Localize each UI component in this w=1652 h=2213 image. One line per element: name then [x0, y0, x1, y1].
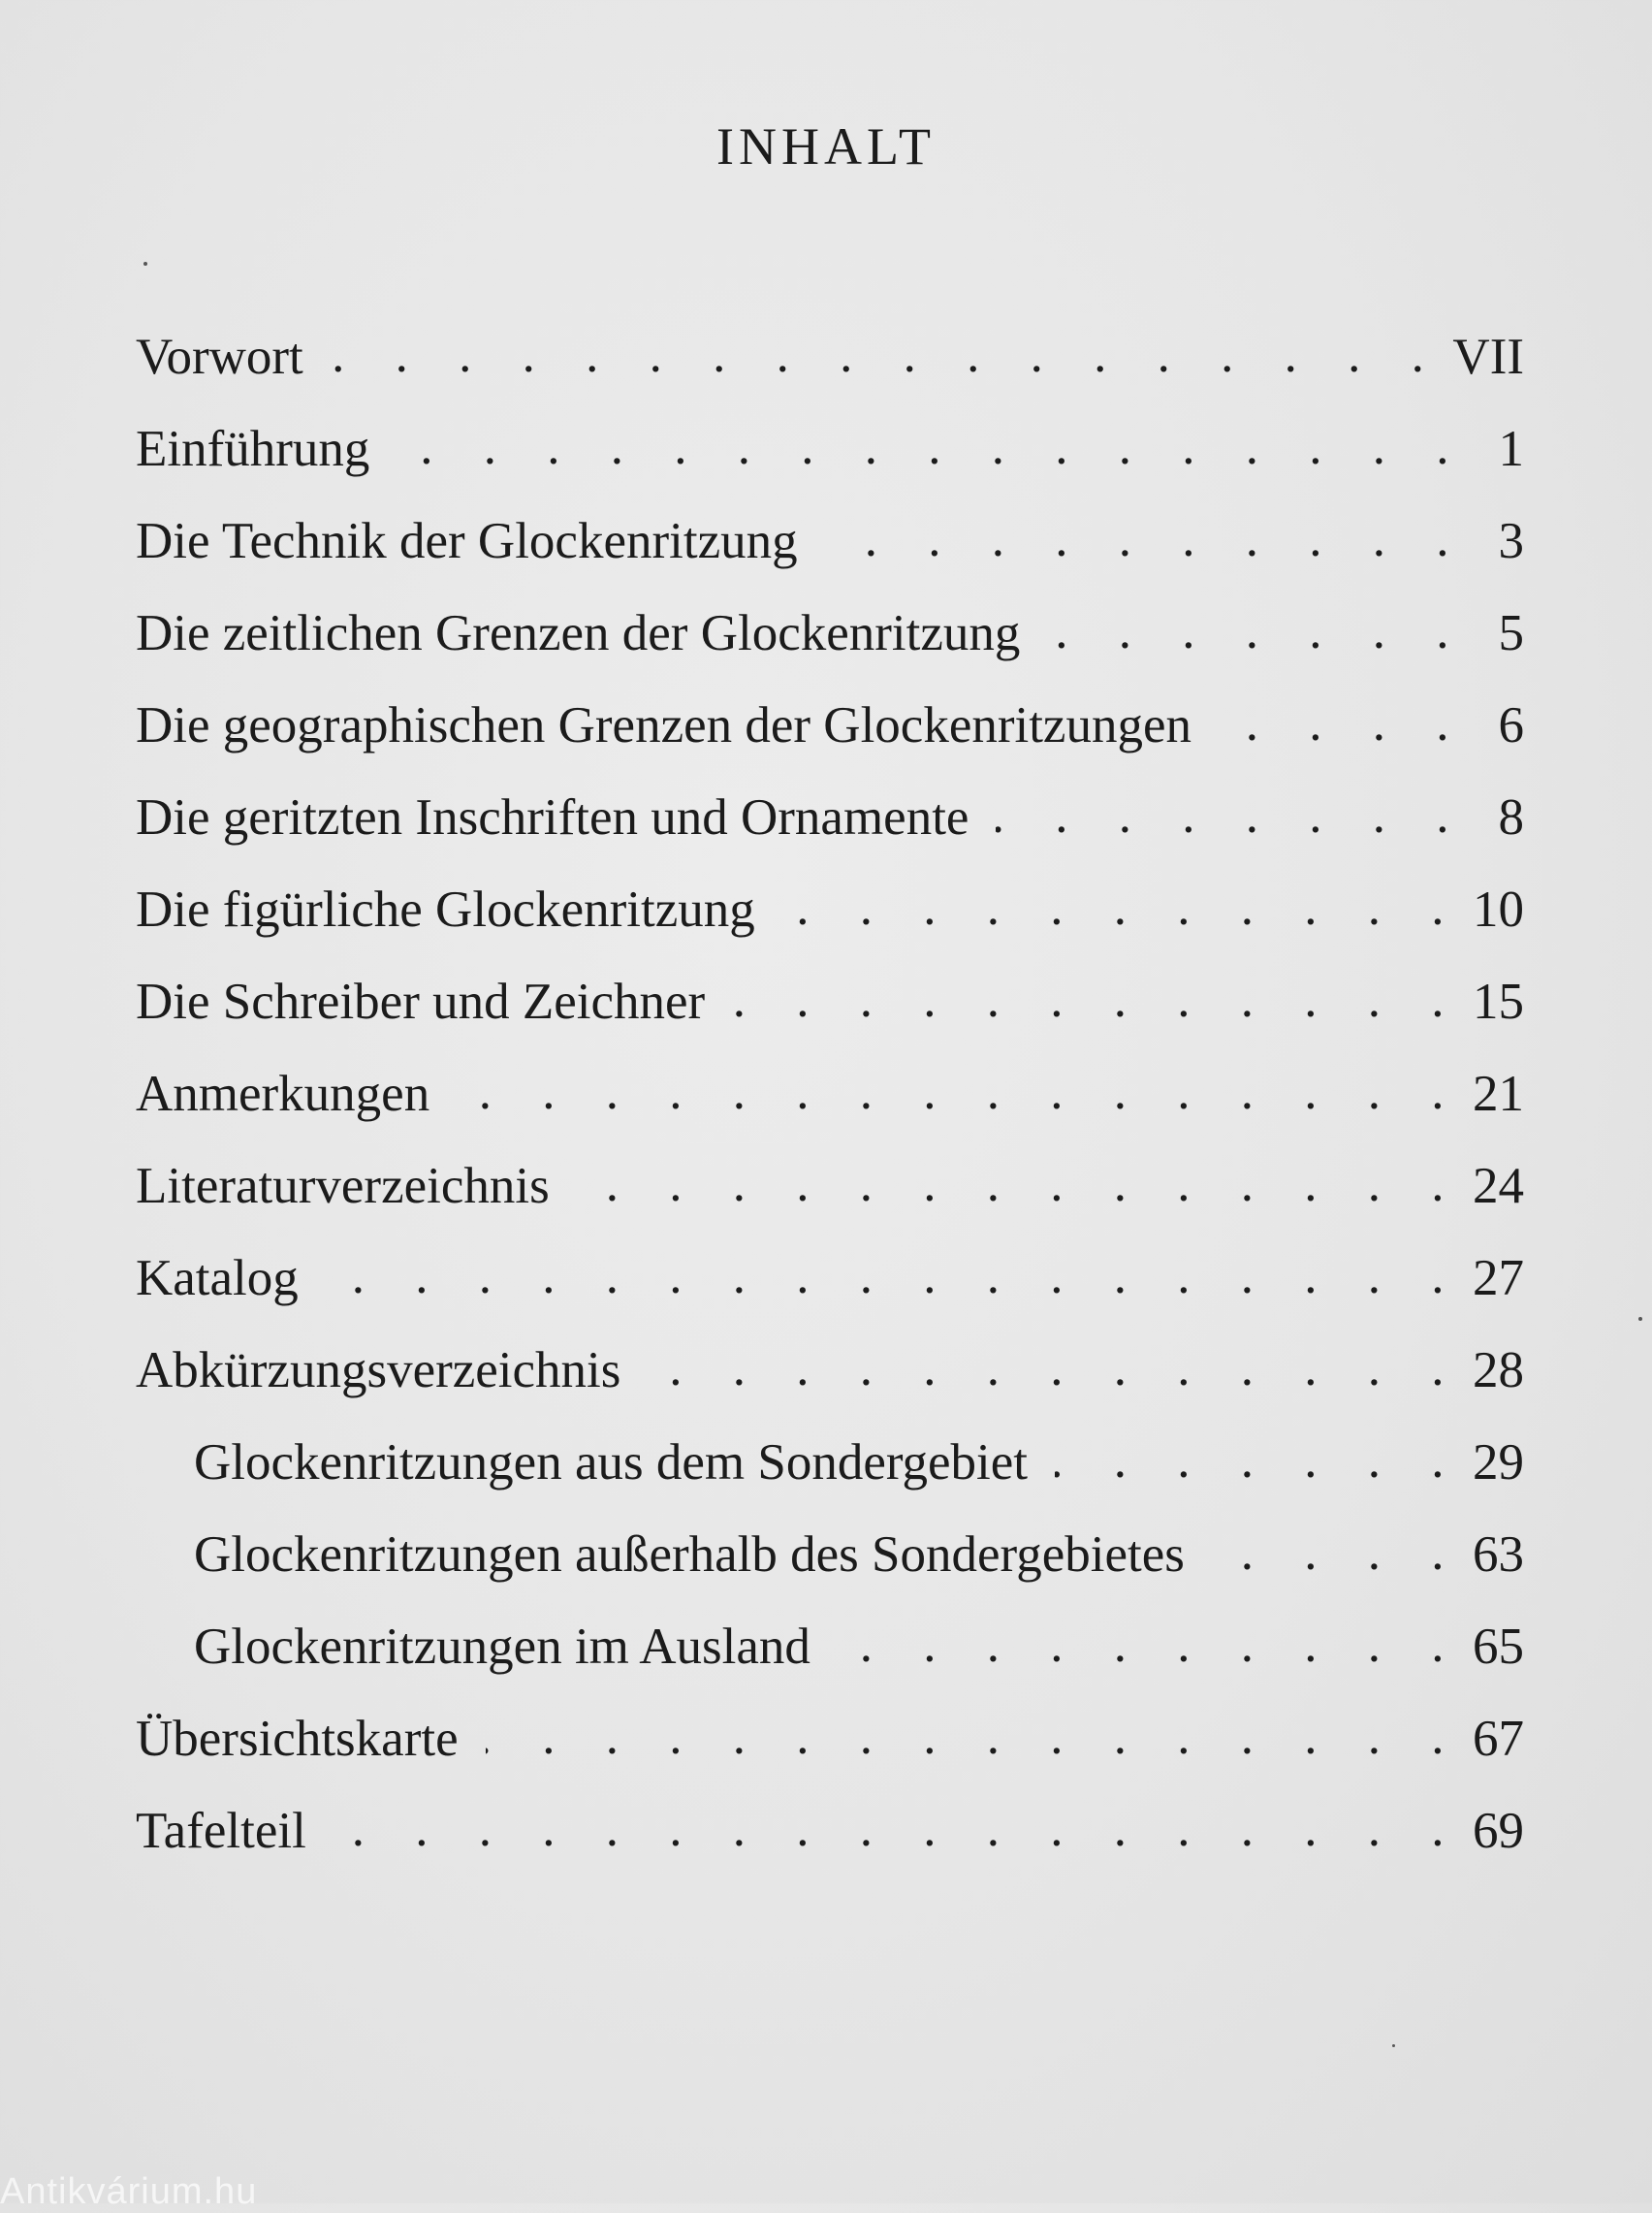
toc-entry — [136, 1139, 1524, 1232]
dot-leader — [1047, 587, 1468, 679]
toc-entry — [136, 495, 1524, 587]
toc-entry-label: Abkürzungsverzeichnis — [136, 1341, 621, 1398]
dot-leader — [1212, 1508, 1463, 1600]
toc-entry-label: Die figürliche Glockenritzung — [136, 881, 755, 938]
toc-entry — [136, 955, 1524, 1047]
dot-leader — [996, 771, 1468, 863]
toc-entry — [194, 1600, 1524, 1692]
dot-leader — [334, 1784, 1463, 1876]
toc-entry-page-number: 5 — [1498, 604, 1524, 661]
toc-entry-label: Tafelteil — [136, 1802, 306, 1859]
dot-leader — [486, 1692, 1463, 1784]
toc-entry-label: Die geographischen Grenzen der Glockenritzungen — [136, 696, 1191, 754]
dot-leader — [326, 1232, 1463, 1324]
toc-entry-page-number: 15 — [1473, 973, 1524, 1030]
toc-entry-label: Glockenritzungen außerhalb des Sondergebietes — [194, 1525, 1185, 1583]
toc-entry-page-number: 69 — [1473, 1802, 1524, 1859]
toc-entry-label: Glockenritzungen aus dem Sondergebiet — [194, 1433, 1029, 1491]
toc-entry-page-number: 8 — [1498, 788, 1524, 846]
toc-entry-label: Die Technik der Glockenritzung — [136, 512, 798, 569]
toc-entry-page-number: 29 — [1473, 1433, 1524, 1491]
toc-entry-label: Die geritzten Inschriften und Ornamente — [136, 788, 969, 846]
toc-entry-label: Vorwort — [136, 328, 303, 385]
toc-entry — [136, 1232, 1524, 1324]
toc-entry — [136, 771, 1524, 863]
toc-entry — [136, 1047, 1524, 1139]
dot-leader — [331, 310, 1444, 402]
dot-leader — [648, 1324, 1463, 1416]
dot-leader — [1055, 1416, 1463, 1508]
dot-leader — [838, 1600, 1463, 1692]
page-title: INHALT — [716, 117, 936, 176]
toc-entry-page-number: 24 — [1473, 1157, 1524, 1214]
toc-entry-page-number: 27 — [1473, 1249, 1524, 1306]
toc-entry-page-number: 3 — [1498, 512, 1524, 569]
toc-entry — [136, 402, 1524, 495]
toc-entry-label: Glockenritzungen im Ausland — [194, 1618, 810, 1675]
toc-entry — [194, 1416, 1524, 1508]
toc-entry — [194, 1508, 1524, 1600]
toc-entry-label: Katalog — [136, 1249, 299, 1306]
paper-speck — [1638, 1317, 1642, 1321]
toc-entry-label: Die Schreiber und Zeichner — [136, 973, 706, 1030]
toc-entry-page-number: 21 — [1473, 1065, 1524, 1122]
toc-entry-page-number: 1 — [1498, 420, 1524, 477]
toc-entry — [136, 1692, 1524, 1784]
paper-speck — [1392, 2044, 1395, 2047]
toc-entry-label: Anmerkungen — [136, 1065, 430, 1122]
toc-entry — [136, 1324, 1524, 1416]
toc-entry-page-number: 63 — [1473, 1525, 1524, 1583]
dot-leader — [782, 863, 1463, 955]
toc-entry-page-number: 10 — [1473, 881, 1524, 938]
dot-leader — [732, 955, 1463, 1047]
toc-entry-label: Literaturverzeichnis — [136, 1157, 550, 1214]
dot-leader — [1219, 679, 1468, 771]
dot-leader — [457, 1047, 1463, 1139]
toc-entry — [136, 679, 1524, 771]
toc-entry-page-number: 28 — [1473, 1341, 1524, 1398]
toc-entry-page-number: 67 — [1473, 1710, 1524, 1767]
toc-entry — [136, 863, 1524, 955]
toc-entry — [136, 587, 1524, 679]
toc-entry — [136, 1784, 1524, 1876]
toc-entry-label: Einführung — [136, 420, 370, 477]
dot-leader — [825, 495, 1468, 587]
dot-leader — [397, 402, 1468, 495]
dot-leader — [577, 1139, 1463, 1232]
toc-entry-label: Die zeitlichen Grenzen der Glockenritzung — [136, 604, 1021, 661]
paper-speck — [143, 262, 147, 266]
toc-entry-page-number: VII — [1452, 328, 1524, 385]
toc-entry-page-number: 6 — [1498, 696, 1524, 754]
toc-entry-label: Übersichtskarte — [136, 1710, 459, 1767]
watermark: Antikvárium.hu — [0, 2171, 258, 2212]
toc-entry-page-number: 65 — [1473, 1618, 1524, 1675]
toc-entry — [136, 310, 1524, 402]
